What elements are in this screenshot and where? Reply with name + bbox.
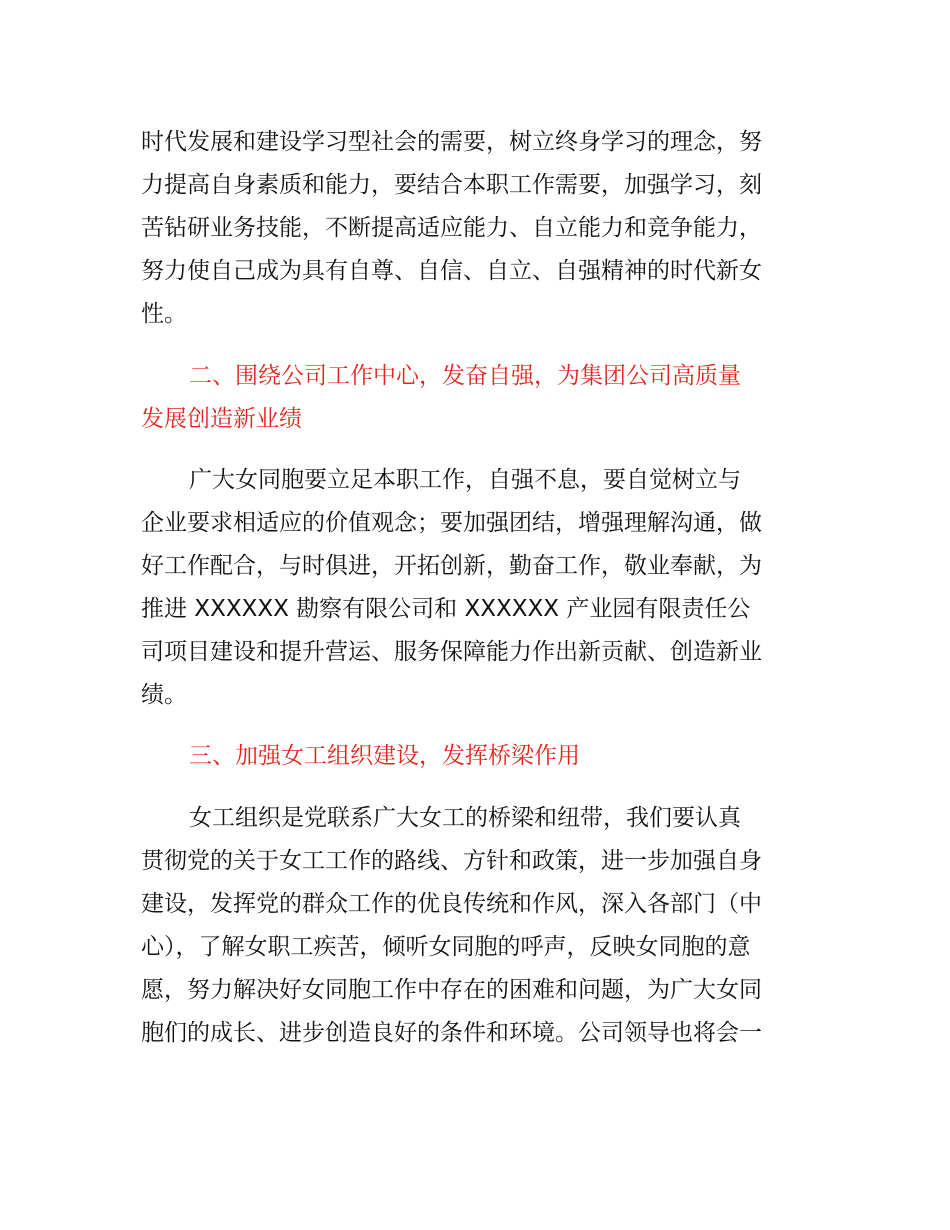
- paragraph-2-line: 企业要求相适应的价值观念；要加强团结，增强理解沟通，做: [141, 510, 762, 536]
- paragraph-1-line: 性。: [141, 301, 187, 327]
- section-heading-2: 发展创造新业绩: [141, 406, 302, 432]
- paragraph-3-line: 贯彻党的关于女工工作的路线、方针和政策，进一步加强自身: [141, 848, 762, 874]
- paragraph-3-line: 愿，努力解决好女同胞工作中存在的困难和问题，为广大女同: [141, 977, 762, 1003]
- paragraph-3-line: 胞们的成长、进步创造良好的条件和环境。公司领导也将会一: [141, 1020, 762, 1046]
- section-heading-3: 三、加强女工组织建设，发挥桥梁作用: [189, 743, 580, 769]
- paragraph-3-line: 女工组织是党联系广大女工的桥梁和纽带，我们要认真: [189, 805, 741, 831]
- paragraph-1-line: 时代发展和建设学习型社会的需要，树立终身学习的理念，努: [141, 129, 762, 155]
- paragraph-2-line: 好工作配合，与时俱进，开拓创新，勤奋工作，敬业奉献，为: [141, 553, 762, 579]
- paragraph-1-line: 力提高自身素质和能力，要结合本职工作需要，加强学习，刻: [141, 172, 762, 198]
- paragraph-2-line: 绩。: [141, 682, 187, 708]
- paragraph-2-line: 司项目建设和提升营运、服务保障能力作出新贡献、创造新业: [141, 639, 762, 665]
- paragraph-3-line: 心），了解女职工疾苦，倾听女同胞的呼声，反映女同胞的意: [141, 934, 751, 960]
- paragraph-2-line: 广大女同胞要立足本职工作，自强不息，要自觉树立与: [189, 467, 741, 493]
- paragraph-1-line: 苦钻研业务技能，不断提高适应能力、自立能力和竞争能力，: [141, 215, 762, 241]
- paragraph-3-line: 建设，发挥党的群众工作的优良传统和作风，深入各部门（中: [141, 891, 762, 917]
- paragraph-1-line: 努力使自己成为具有自尊、自信、自立、自强精神的时代新女: [141, 258, 762, 284]
- paragraph-2-line: 推进 XXXXXX 勘察有限公司和 XXXXXX 产业园有限责任公: [141, 596, 751, 622]
- section-heading-2: 二、围绕公司工作中心，发奋自强，为集团公司高质量: [189, 363, 741, 389]
